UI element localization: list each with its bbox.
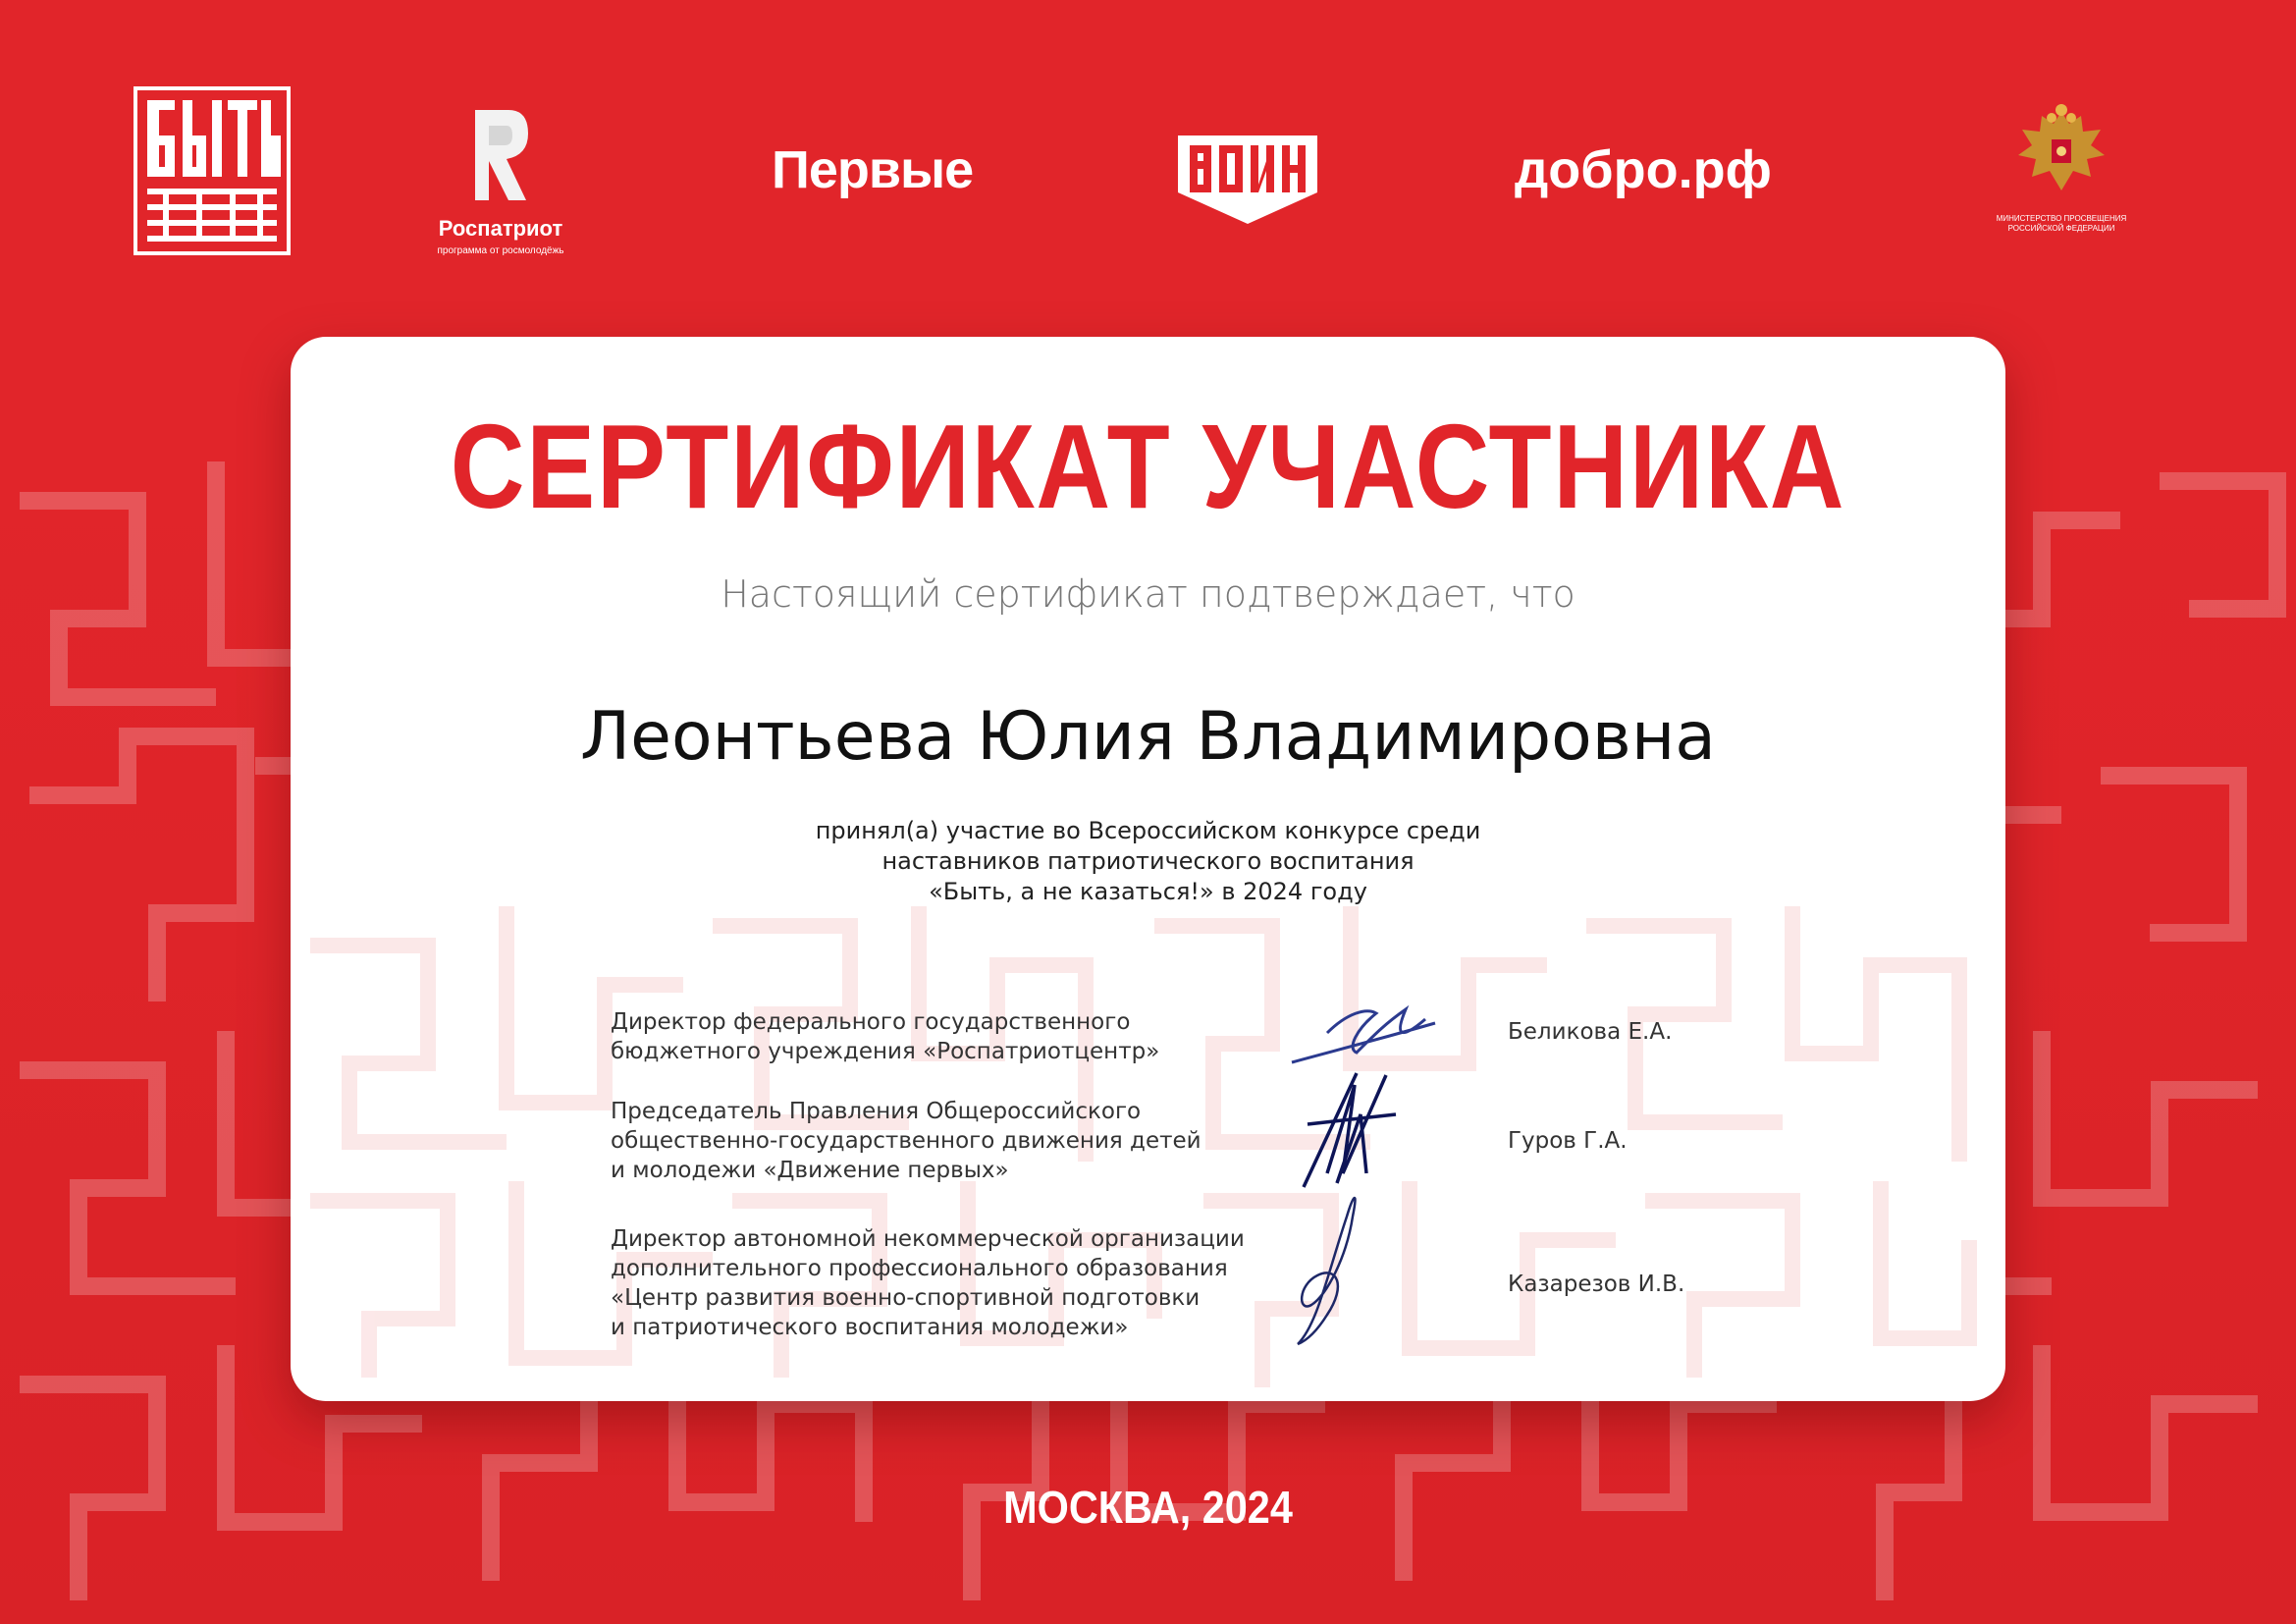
signatory-name: Беликова Е.А. bbox=[1508, 1019, 1673, 1045]
role-line: Председатель Правления Общероссийского bbox=[611, 1099, 1142, 1124]
role-line: общественно-государственного движения детей bbox=[611, 1128, 1201, 1154]
footer-place-year: МОСКВА, 2024 bbox=[1003, 1482, 1293, 1533]
rospatriot-sub: программа от росмолодёжь bbox=[437, 245, 564, 256]
coat-of-arms-icon bbox=[2012, 102, 2110, 200]
description-line: принял(а) участие во Всероссийском конкурсе среди bbox=[815, 817, 1481, 844]
voin-logo bbox=[1174, 132, 1321, 226]
signatory-row bbox=[611, 1007, 1789, 1086]
role-line: и патриотического воспитания молодежи» bbox=[611, 1315, 1129, 1340]
certificate-title: СЕРТИФИКАТ УЧАСТНИКА bbox=[450, 400, 1846, 533]
byt-logo bbox=[133, 86, 291, 255]
signatory-role bbox=[611, 1007, 1278, 1066]
certificate-subtitle: Настоящий сертификат подтверждает, что bbox=[721, 572, 1575, 616]
role-line: «Центр развития военно-спортивной подготовки bbox=[611, 1285, 1201, 1311]
dobro-logo: добро.рф bbox=[1515, 140, 1772, 199]
description-line: наставников патриотического воспитания bbox=[881, 847, 1415, 875]
signatory-role bbox=[611, 1097, 1278, 1185]
role-line: дополнительного профессионального образования bbox=[611, 1256, 1228, 1281]
signatory-row bbox=[611, 1097, 1789, 1195]
signatory-name: Казарезов И.В. bbox=[1508, 1272, 1685, 1297]
participation-description bbox=[291, 816, 2005, 907]
signature-2 bbox=[1298, 1065, 1406, 1193]
pervye-logo: Первые bbox=[772, 140, 974, 199]
role-line: бюджетного учреждения «Роспатриотцентр» bbox=[611, 1039, 1160, 1064]
rospatriot-mark-icon bbox=[469, 106, 532, 204]
minpros-caption-line2: РОССИЙСКОЙ ФЕДЕРАЦИИ bbox=[2007, 224, 2115, 233]
signatory-role bbox=[611, 1224, 1278, 1342]
certificate-card bbox=[291, 337, 2005, 1401]
rospatriot-logo bbox=[412, 106, 589, 259]
description-line: «Быть, а не казаться!» в 2024 году bbox=[929, 878, 1367, 905]
signatory-name: Гуров Г.А. bbox=[1508, 1128, 1628, 1154]
role-line: Директор автономной некоммерческой организации bbox=[611, 1226, 1245, 1252]
role-line: и молодежи «Движение первых» bbox=[611, 1158, 1009, 1183]
participant-name: Леонтьева Юлия Владимировна bbox=[580, 698, 1716, 776]
minpros-logo bbox=[1983, 102, 2140, 249]
partner-logos bbox=[0, 0, 2296, 295]
role-line: Директор федерального государственного bbox=[611, 1009, 1131, 1035]
signature-1 bbox=[1288, 994, 1455, 1072]
signature-3 bbox=[1288, 1177, 1376, 1354]
rospatriot-name: Роспатриот bbox=[438, 216, 563, 241]
signatory-row bbox=[611, 1224, 1789, 1362]
minpros-caption-line1: МИНИСТЕРСТВО ПРОСВЕЩЕНИЯ bbox=[1996, 214, 2127, 223]
